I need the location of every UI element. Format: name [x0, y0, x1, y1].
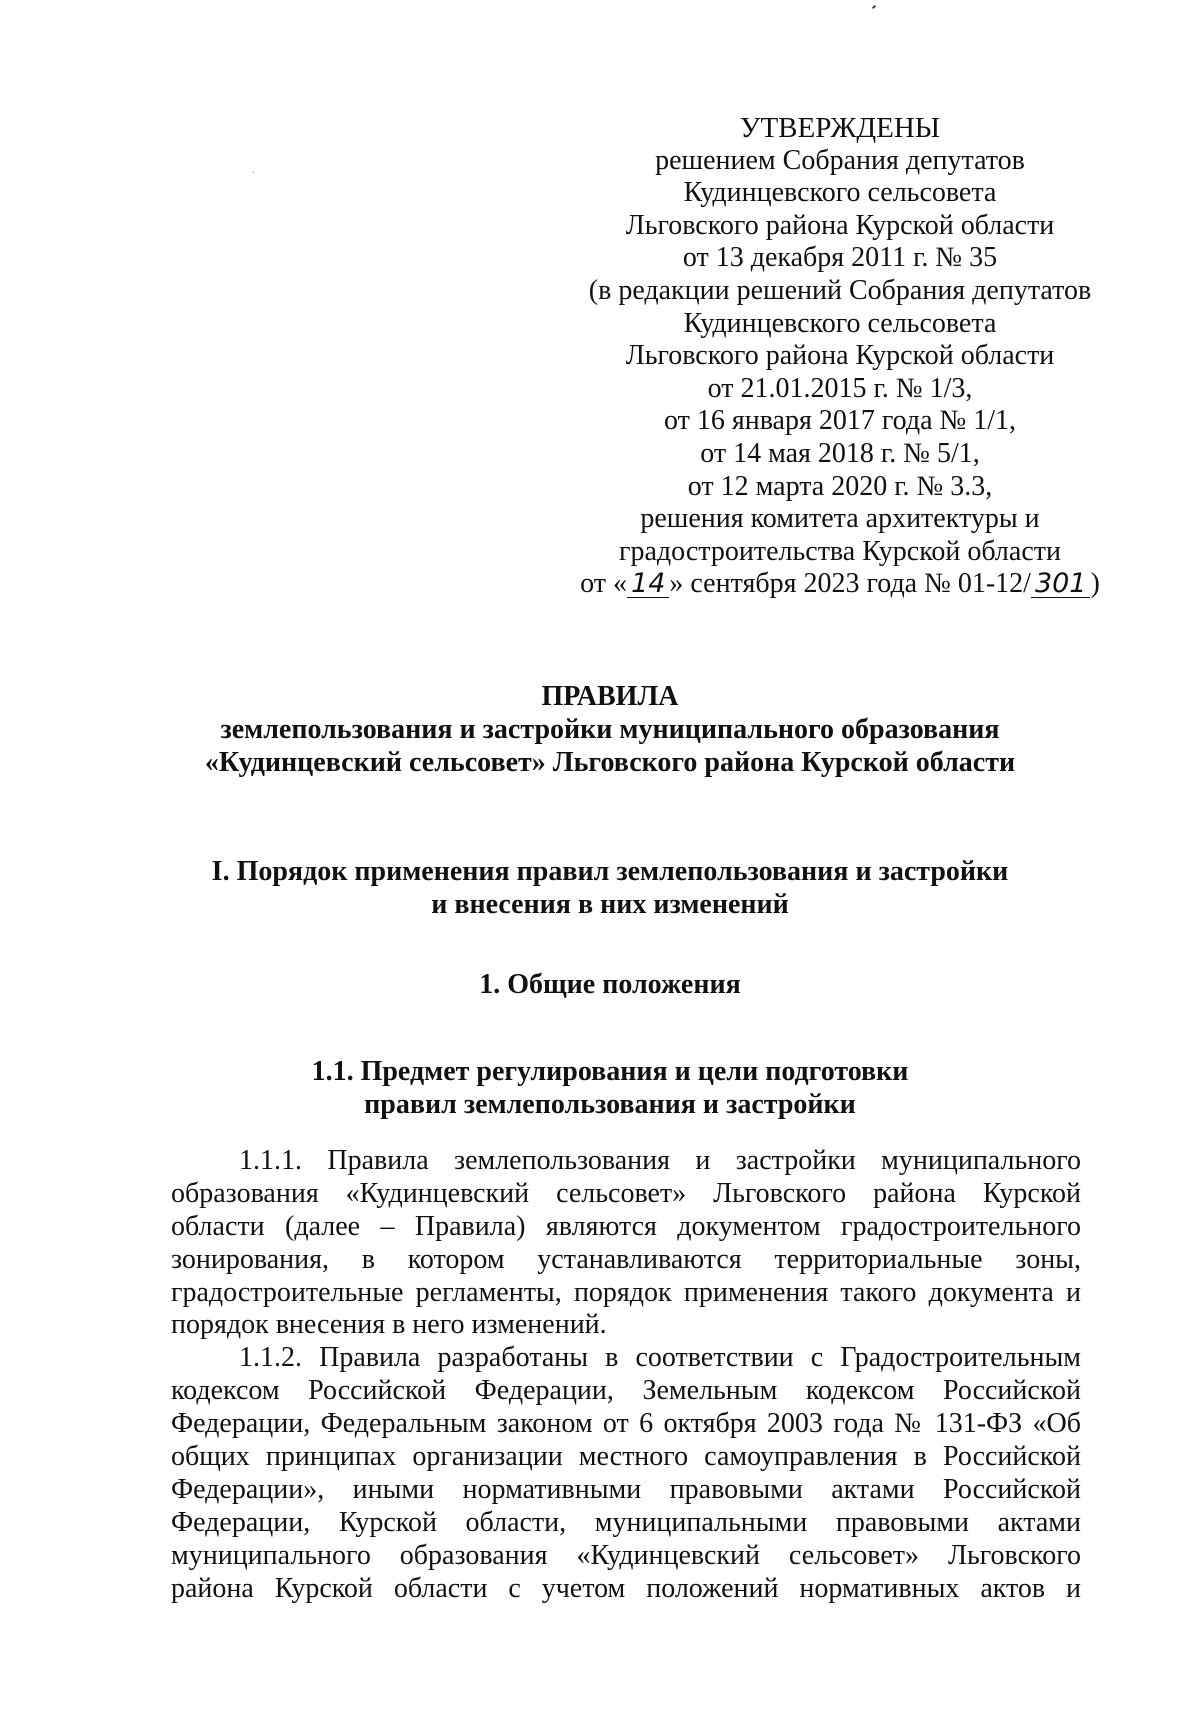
- approval-line: решением Собрания депутатов: [655, 144, 1025, 176]
- approval-line: Кудинцевского сельсовета: [683, 307, 997, 339]
- title-line: землепользования и застройки муниципального образования: [220, 714, 1000, 745]
- paragraph-line: 1.1.2. Правила разработаны в соответствии с Градостроительным: [239, 1342, 1081, 1374]
- subsection-heading: [170, 1055, 1050, 1121]
- approval-line: градостроительства Курской области: [619, 535, 1061, 567]
- paragraph-line: Федерации, Курской области, муниципальными правовыми актами: [171, 1506, 1081, 1538]
- paragraph-line: кодексом Российской Федерации, Земельным кодексом Российской: [171, 1375, 1081, 1407]
- paragraph-line: порядок внесения в него изменений.: [171, 1309, 607, 1341]
- paragraph-line: образования «Кудинцевский сельсовет» Льговского района Курской: [171, 1177, 1081, 1209]
- approval-line: от 21.01.2015 г. № 1/3,: [707, 372, 973, 404]
- approval-line: от 12 марта 2020 г. № 3.3,: [687, 470, 993, 502]
- title-main: ПРАВИЛА: [541, 681, 679, 712]
- body-text: [171, 1145, 1081, 1605]
- handwritten-number: 301: [1031, 571, 1091, 598]
- handwritten-day: 14: [627, 571, 669, 598]
- paragraph-line: Федерации, Федеральным законом от 6 октября 2003 года № 131-ФЗ «Об: [171, 1408, 1081, 1440]
- approval-date-middle: » сентября 2023 года № 01-12/: [669, 568, 1031, 600]
- approval-line: от 14 мая 2018 г. № 5/1,: [700, 437, 980, 469]
- section-heading-line: I. Порядок применения правил землепользования и застройки: [211, 856, 1009, 887]
- paragraph-line: муниципального образования «Кудинцевский сельсовет» Льговского: [171, 1539, 1081, 1571]
- approval-date-suffix: ): [1090, 568, 1100, 600]
- section-heading-line: и внесения в них изменений: [431, 889, 789, 920]
- section-heading: [170, 855, 1050, 921]
- scan-artifact-mark: [872, 5, 876, 9]
- paragraph-line: общих принципах организации местного самоуправления в Российской: [171, 1441, 1081, 1473]
- approval-last-line: [560, 568, 1120, 601]
- paragraph-1-1-2: [171, 1342, 1081, 1605]
- paragraph-1-1-1: [171, 1145, 1081, 1342]
- subsection-heading-line: правил землепользования и застройки: [364, 1089, 856, 1120]
- chapter-heading: 1. Общие положения: [479, 969, 741, 1000]
- approval-line: от 13 декабря 2011 г. № 35: [682, 242, 998, 274]
- approval-line: Льговского района Курской области: [625, 340, 1055, 372]
- paragraph-line: района Курской области с учетом положений нормативных актов и: [171, 1572, 1081, 1604]
- subsection-heading-line: 1.1. Предмет регулирования и цели подготовки: [311, 1056, 909, 1087]
- approval-block: [560, 112, 1120, 601]
- approval-line: Кудинцевского сельсовета: [683, 177, 997, 209]
- paragraph-line: 1.1.1. Правила землепользования и застройки муниципального: [239, 1145, 1081, 1176]
- document-title: [170, 680, 1050, 779]
- approval-heading: УТВЕРЖДЕНЫ: [739, 112, 941, 144]
- approval-line: (в редакции решений Собрания депутатов: [588, 274, 1092, 306]
- approval-line: решения комитета архитектуры и: [640, 503, 1040, 535]
- approval-date-prefix: от «: [580, 568, 628, 600]
- approval-line: Льговского района Курской области: [625, 209, 1055, 241]
- approval-line: от 16 января 2017 года № 1/1,: [663, 405, 1017, 437]
- paragraph-line: зонирования, в котором устанавливаются территориальные зоны,: [171, 1243, 1081, 1275]
- paragraph-line: Федерации», иными нормативными правовыми актами Российской: [171, 1473, 1081, 1505]
- scan-artifact-dot: [253, 172, 254, 173]
- title-line: «Кудинцевский сельсовет» Льговского района Курской области: [204, 747, 1016, 778]
- paragraph-line: градостроительные регламенты, порядок применения такого документа и: [171, 1276, 1081, 1308]
- paragraph-line: области (далее – Правила) являются документом градостроительного: [171, 1210, 1081, 1242]
